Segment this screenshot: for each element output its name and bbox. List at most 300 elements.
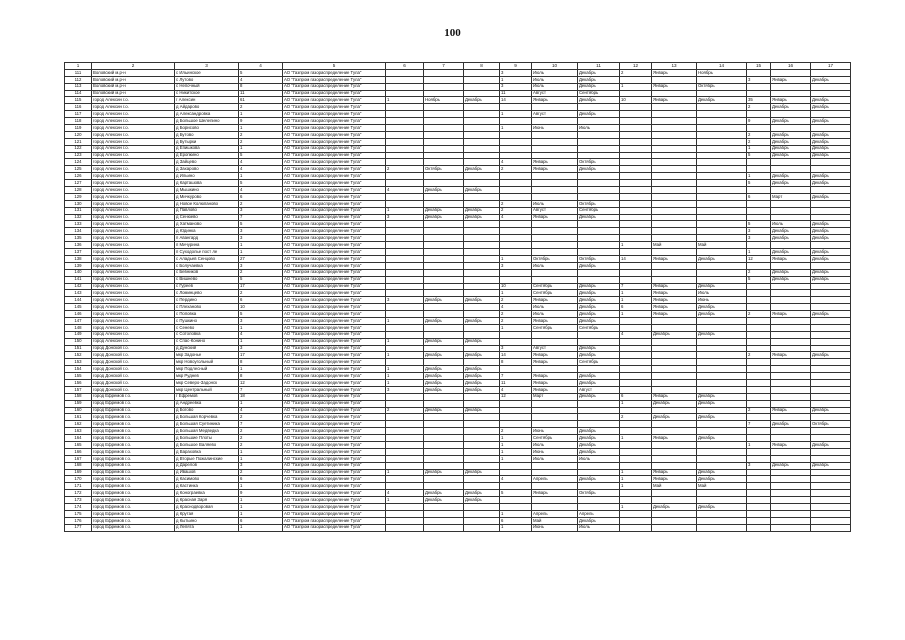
table-cell xyxy=(652,462,697,469)
table-cell xyxy=(697,448,747,455)
table-cell: Декабрь xyxy=(697,393,747,400)
table-row xyxy=(65,221,851,228)
table-row xyxy=(65,118,851,125)
table-cell: д Большая Медведка xyxy=(175,428,239,435)
table-cell xyxy=(652,145,697,152)
table-cell xyxy=(464,69,500,76)
table-row xyxy=(65,366,851,373)
table-cell: Декабрь xyxy=(578,83,620,90)
table-cell: АО "Газпром газораспределение Тула" xyxy=(283,90,386,97)
table-cell: 3 xyxy=(500,345,532,352)
table-cell xyxy=(386,414,424,421)
table-cell xyxy=(620,152,652,159)
table-cell: 1 xyxy=(500,435,532,442)
table-cell: 2 xyxy=(620,69,652,76)
table-cell: город Алексин г.о. xyxy=(92,262,175,269)
table-cell xyxy=(386,200,424,207)
table-cell xyxy=(620,366,652,373)
table-cell: АО "Газпром газораспределение Тула" xyxy=(283,317,386,324)
table-cell: Воловский м.р-н xyxy=(92,76,175,83)
table-cell xyxy=(424,393,464,400)
table-cell: 4 xyxy=(239,331,283,338)
table-cell: с Сотоловка xyxy=(175,331,239,338)
table-cell: Декабрь xyxy=(811,235,851,242)
table-cell xyxy=(697,407,747,414)
table-row xyxy=(65,386,851,393)
table-cell: АО "Газпром газораспределение Тула" xyxy=(283,159,386,166)
table-row xyxy=(65,379,851,386)
table-cell: 4 xyxy=(500,386,532,393)
table-cell xyxy=(697,221,747,228)
table-cell: д Андреевка xyxy=(175,400,239,407)
table-cell xyxy=(578,469,620,476)
column-header: 3 xyxy=(175,63,239,70)
table-cell xyxy=(424,193,464,200)
table-cell: город Алексин г.о. xyxy=(92,283,175,290)
table-cell: Январь xyxy=(652,69,697,76)
table-cell xyxy=(747,262,771,269)
table-cell xyxy=(697,145,747,152)
table-cell xyxy=(386,345,424,352)
table-cell: Январь xyxy=(532,214,578,221)
table-cell xyxy=(811,304,851,311)
table-cell xyxy=(620,214,652,221)
table-cell: 1 xyxy=(386,207,424,214)
table-cell xyxy=(620,517,652,524)
table-cell xyxy=(747,476,771,483)
table-cell: с Вишнево xyxy=(175,276,239,283)
table-cell: АО "Газпром газораспределение Тула" xyxy=(283,386,386,393)
table-cell: АО "Газпром газораспределение Тула" xyxy=(283,476,386,483)
table-cell: Декабрь xyxy=(811,221,851,228)
table-cell: 4 xyxy=(386,490,424,497)
table-cell xyxy=(532,118,578,125)
table-cell xyxy=(652,159,697,166)
table-cell: АО "Газпром газораспределение Тула" xyxy=(283,311,386,318)
table-cell xyxy=(464,221,500,228)
table-cell: АО "Газпром газораспределение Тула" xyxy=(283,249,386,256)
table-cell xyxy=(747,366,771,373)
table-cell: Июль xyxy=(578,524,620,531)
table-cell: 1 xyxy=(239,455,283,462)
table-cell xyxy=(771,414,811,421)
table-row xyxy=(65,111,851,118)
table-cell: мкр Новоугольный xyxy=(175,359,239,366)
table-cell xyxy=(697,173,747,180)
table-cell: Сентябрь xyxy=(578,324,620,331)
table-cell: город Донской г.о. xyxy=(92,379,175,386)
table-cell xyxy=(532,228,578,235)
table-cell xyxy=(620,352,652,359)
table-cell xyxy=(464,524,500,531)
table-cell xyxy=(811,517,851,524)
table-cell xyxy=(697,352,747,359)
table-cell: 3 xyxy=(386,297,424,304)
table-cell xyxy=(386,517,424,524)
table-cell: АО "Газпром газораспределение Тула" xyxy=(283,111,386,118)
table-cell: Декабрь xyxy=(578,428,620,435)
table-cell xyxy=(771,125,811,132)
table-cell: Декабрь xyxy=(578,345,620,352)
table-cell xyxy=(386,173,424,180)
column-header: 13 xyxy=(652,63,697,70)
table-cell xyxy=(811,166,851,173)
table-cell: 123 xyxy=(65,152,92,159)
table-cell: Август xyxy=(532,207,578,214)
table-cell xyxy=(386,104,424,111)
table-cell: 6 xyxy=(620,304,652,311)
table-cell: д Сенюево xyxy=(175,214,239,221)
table-cell xyxy=(697,345,747,352)
table-cell xyxy=(811,524,851,531)
table-cell xyxy=(500,145,532,152)
table-cell: 166 xyxy=(65,448,92,455)
table-cell xyxy=(386,125,424,132)
table-cell xyxy=(578,269,620,276)
table-cell xyxy=(771,69,811,76)
table-cell: 7 xyxy=(239,386,283,393)
table-cell: Март xyxy=(532,393,578,400)
table-cell: Май xyxy=(697,242,747,249)
table-cell xyxy=(747,517,771,524)
table-cell: мкр Подлесный xyxy=(175,366,239,373)
table-row xyxy=(65,359,851,366)
table-cell: 151 xyxy=(65,345,92,352)
table-row xyxy=(65,235,851,242)
table-cell: 114 xyxy=(65,90,92,97)
table-cell: АО "Газпром газораспределение Тула" xyxy=(283,235,386,242)
table-cell: Декабрь xyxy=(424,352,464,359)
table-cell xyxy=(386,283,424,290)
table-cell xyxy=(464,462,500,469)
table-cell: Январь xyxy=(532,490,578,497)
table-cell xyxy=(620,180,652,187)
table-cell: 1 xyxy=(386,97,424,104)
table-cell: АО "Газпром газораспределение Тула" xyxy=(283,207,386,214)
table-cell xyxy=(652,373,697,380)
table-cell xyxy=(532,400,578,407)
table-cell: Январь xyxy=(652,476,697,483)
table-cell xyxy=(811,83,851,90)
table-cell xyxy=(386,276,424,283)
table-cell xyxy=(771,83,811,90)
table-cell xyxy=(697,118,747,125)
table-cell xyxy=(620,131,652,138)
table-cell xyxy=(464,262,500,269)
table-cell xyxy=(464,193,500,200)
table-cell xyxy=(652,269,697,276)
table-cell xyxy=(771,207,811,214)
table-cell xyxy=(652,76,697,83)
table-cell xyxy=(747,200,771,207)
table-cell xyxy=(386,400,424,407)
table-cell: 121 xyxy=(65,138,92,145)
table-cell: 1 xyxy=(386,366,424,373)
table-cell xyxy=(620,386,652,393)
table-cell xyxy=(500,497,532,504)
table-cell: Сентябрь xyxy=(578,90,620,97)
table-cell xyxy=(747,338,771,345)
table-cell: 11 xyxy=(500,90,532,97)
table-cell: 10 xyxy=(500,283,532,290)
column-header: 17 xyxy=(811,63,851,70)
table-cell xyxy=(652,524,697,531)
table-cell xyxy=(424,504,464,511)
table-cell xyxy=(424,69,464,76)
table-cell xyxy=(464,83,500,90)
table-row xyxy=(65,207,851,214)
table-cell: АО "Газпром газораспределение Тула" xyxy=(283,359,386,366)
column-header: 7 xyxy=(424,63,464,70)
table-cell: город Алексин г.о. xyxy=(92,235,175,242)
table-cell xyxy=(697,228,747,235)
table-cell xyxy=(464,235,500,242)
table-cell: 149 xyxy=(65,331,92,338)
table-cell: с Лутово xyxy=(175,76,239,83)
table-cell: 155 xyxy=(65,373,92,380)
table-cell: 1 xyxy=(239,125,283,132)
table-cell: Декабрь xyxy=(811,269,851,276)
table-cell: АО "Газпром газораспределение Тула" xyxy=(283,214,386,221)
table-cell: Сентябрь xyxy=(532,324,578,331)
table-cell: АО "Газпром газораспределение Тула" xyxy=(283,104,386,111)
table-cell: Декабрь xyxy=(578,214,620,221)
table-cell xyxy=(811,242,851,249)
table-cell: Декабрь xyxy=(424,469,464,476)
table-row xyxy=(65,441,851,448)
table-cell xyxy=(464,104,500,111)
table-cell: Июль xyxy=(578,125,620,132)
table-cell: АО "Газпром газораспределение Тула" xyxy=(283,421,386,428)
table-cell xyxy=(500,104,532,111)
table-cell xyxy=(652,111,697,118)
table-cell xyxy=(620,497,652,504)
table-cell xyxy=(620,317,652,324)
table-cell: д Дарелов xyxy=(175,462,239,469)
table-row xyxy=(65,504,851,511)
table-cell: 3 xyxy=(239,235,283,242)
table-cell xyxy=(532,338,578,345)
table-cell xyxy=(578,249,620,256)
table-cell xyxy=(697,441,747,448)
table-cell: 157 xyxy=(65,386,92,393)
table-cell xyxy=(532,366,578,373)
table-cell xyxy=(424,76,464,83)
table-cell xyxy=(697,262,747,269)
table-cell: д Лепята xyxy=(175,524,239,531)
table-cell xyxy=(697,421,747,428)
table-cell: д Вараховка xyxy=(175,448,239,455)
table-cell: 7 xyxy=(239,421,283,428)
table-cell xyxy=(652,249,697,256)
table-row xyxy=(65,352,851,359)
table-cell: Декабрь xyxy=(578,76,620,83)
table-cell: 141 xyxy=(65,276,92,283)
table-cell: 2 xyxy=(747,407,771,414)
table-cell xyxy=(424,200,464,207)
table-cell xyxy=(652,180,697,187)
table-cell xyxy=(620,448,652,455)
table-cell: 143 xyxy=(65,290,92,297)
table-cell: АО "Газпром газораспределение Тула" xyxy=(283,331,386,338)
table-cell xyxy=(771,338,811,345)
table-cell xyxy=(464,276,500,283)
table-cell xyxy=(652,359,697,366)
table-cell: город Алексин г.о. xyxy=(92,125,175,132)
table-cell: Май xyxy=(532,517,578,524)
table-cell: Январь xyxy=(771,97,811,104)
table-cell: Декабрь xyxy=(424,366,464,373)
table-cell xyxy=(464,200,500,207)
table-cell: Март xyxy=(771,193,811,200)
table-cell: город Ефремов г.о. xyxy=(92,428,175,435)
table-cell: город Алексин г.о. xyxy=(92,228,175,235)
table-cell: 1 xyxy=(239,400,283,407)
table-cell: город Алексин г.о. xyxy=(92,193,175,200)
table-cell: Декабрь xyxy=(464,490,500,497)
table-cell: Декабрь xyxy=(464,166,500,173)
table-cell: 4 xyxy=(500,304,532,311)
table-cell xyxy=(424,249,464,256)
table-cell xyxy=(464,90,500,97)
table-cell: Январь xyxy=(532,373,578,380)
table-cell: Декабрь xyxy=(464,497,500,504)
table-row xyxy=(65,448,851,455)
table-cell: Декабрь xyxy=(464,97,500,104)
table-cell xyxy=(811,69,851,76)
table-cell xyxy=(424,476,464,483)
table-cell xyxy=(811,324,851,331)
table-cell: Декабрь xyxy=(578,111,620,118)
table-cell xyxy=(464,138,500,145)
table-cell: Декабрь xyxy=(424,373,464,380)
table-cell xyxy=(652,407,697,414)
table-cell xyxy=(747,345,771,352)
table-cell: город Донской г.о. xyxy=(92,345,175,352)
table-cell xyxy=(620,262,652,269)
table-cell: 7 xyxy=(500,373,532,380)
table-cell: Май xyxy=(697,483,747,490)
table-cell: д Большие Плоты xyxy=(175,435,239,442)
table-cell xyxy=(578,242,620,249)
table-cell xyxy=(697,386,747,393)
table-cell: д Большая Корчевка xyxy=(175,414,239,421)
table-cell: 163 xyxy=(65,428,92,435)
table-cell: Январь xyxy=(532,359,578,366)
table-cell xyxy=(620,221,652,228)
table-cell xyxy=(652,276,697,283)
table-cell xyxy=(386,83,424,90)
table-cell: Декабрь xyxy=(811,255,851,262)
table-cell: Июль xyxy=(532,304,578,311)
table-cell xyxy=(464,228,500,235)
table-cell: Декабрь xyxy=(771,235,811,242)
table-row xyxy=(65,435,851,442)
table-cell: АО "Газпром газораспределение Тула" xyxy=(283,125,386,132)
table-cell: Декабрь xyxy=(811,180,851,187)
table-cell: 4 xyxy=(500,214,532,221)
table-cell xyxy=(811,448,851,455)
table-row xyxy=(65,228,851,235)
table-row xyxy=(65,331,851,338)
table-cell: Январь xyxy=(532,159,578,166)
table-cell: 128 xyxy=(65,187,92,194)
table-cell xyxy=(652,386,697,393)
table-cell: 1 xyxy=(747,145,771,152)
table-cell: город Алексин г.о. xyxy=(92,173,175,180)
table-cell: 6 xyxy=(500,517,532,524)
table-cell xyxy=(532,193,578,200)
table-cell xyxy=(620,373,652,380)
table-cell: город Ефремов г.о. xyxy=(92,393,175,400)
table-cell xyxy=(652,187,697,194)
table-cell xyxy=(697,324,747,331)
table-row xyxy=(65,400,851,407)
table-cell: мкр Руднев xyxy=(175,373,239,380)
table-cell xyxy=(620,276,652,283)
table-cell xyxy=(386,290,424,297)
table-cell: 1 xyxy=(386,352,424,359)
table-cell: с Ломинцево xyxy=(175,290,239,297)
table-cell: Июль xyxy=(697,290,747,297)
table-cell: с Ильинское xyxy=(175,69,239,76)
table-cell xyxy=(747,393,771,400)
table-cell xyxy=(578,497,620,504)
table-cell xyxy=(424,414,464,421)
table-cell: город Ефремов г.о. xyxy=(92,414,175,421)
table-cell: 127 xyxy=(65,180,92,187)
table-cell xyxy=(500,407,532,414)
table-cell xyxy=(620,228,652,235)
table-cell: Декабрь xyxy=(578,262,620,269)
table-cell xyxy=(464,400,500,407)
table-cell xyxy=(578,483,620,490)
table-cell xyxy=(697,138,747,145)
table-row xyxy=(65,476,851,483)
table-cell: Декабрь xyxy=(652,504,697,511)
table-cell: 148 xyxy=(65,324,92,331)
table-cell xyxy=(424,104,464,111)
column-header: 16 xyxy=(771,63,811,70)
table-cell xyxy=(532,138,578,145)
table-cell xyxy=(532,421,578,428)
table-cell: город Алексин г.о. xyxy=(92,207,175,214)
table-cell xyxy=(424,262,464,269)
table-cell xyxy=(620,159,652,166)
table-cell xyxy=(747,469,771,476)
table-cell: Ноябрь xyxy=(697,69,747,76)
table-cell: Декабрь xyxy=(771,276,811,283)
table-cell xyxy=(747,297,771,304)
table-cell: 1 xyxy=(500,448,532,455)
table-cell xyxy=(697,524,747,531)
table-header-row xyxy=(65,63,851,70)
table-cell xyxy=(747,373,771,380)
table-cell: 2 xyxy=(239,428,283,435)
table-cell xyxy=(424,510,464,517)
table-cell: мкр Задонье xyxy=(175,352,239,359)
table-cell xyxy=(620,138,652,145)
table-cell: 6 xyxy=(620,393,652,400)
table-cell: 4 xyxy=(386,187,424,194)
table-cell xyxy=(464,483,500,490)
table-cell: 124 xyxy=(65,159,92,166)
table-cell: 164 xyxy=(65,435,92,442)
table-cell xyxy=(500,421,532,428)
table-cell xyxy=(386,448,424,455)
table-cell: 2 xyxy=(239,469,283,476)
table-cell: Январь xyxy=(532,352,578,359)
